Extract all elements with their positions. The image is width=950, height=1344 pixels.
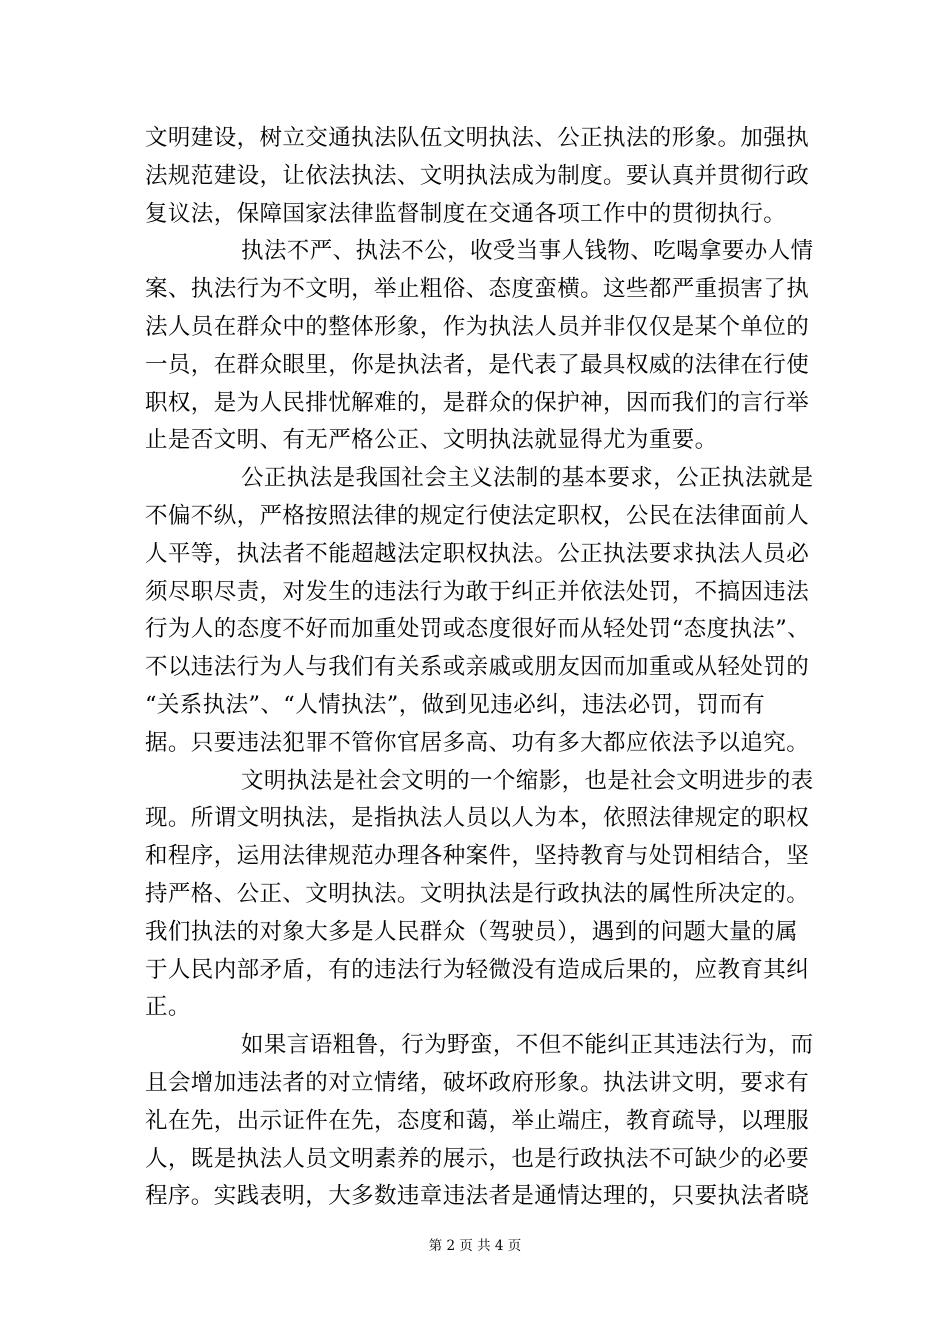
text-line: 且会增加违法者的对立情绪，破坏政府形象。执法讲文明，要求有 — [145, 1069, 810, 1096]
paragraph-start-line: 文明执法是社会文明的一个缩影，也是社会文明进步的表 — [241, 767, 814, 794]
text-line: 法规范建设，让依法执法、文明执法成为制度。要认真并贯彻行政 — [145, 162, 810, 189]
text-line: 持严格、公正、文明执法。文明执法是行政执法的属性所决定的。 — [145, 880, 810, 907]
paragraph-start-line: 执法不严、执法不公，收受当事人钱物、吃喝拿要办人情 — [241, 238, 814, 265]
text-line: 我们执法的对象大多是人民群众（驾驶员），遇到的问题大量的属 — [145, 918, 798, 945]
text-line: 人，既是执法人员文明素养的展示，也是行政执法不可缺少的必要 — [145, 1145, 810, 1172]
text-line: 程序。实践表明，大多数违章违法者是通情达理的，只要执法者晓 — [145, 1183, 810, 1210]
text-line: 礼在先，出示证件在先，态度和蔼，举止端庄，教育疏导，以理服 — [145, 1107, 810, 1134]
body-text — [145, 120, 813, 1216]
text-line: 法人员在群众中的整体形象，作为执法人员并非仅仅是某个单位的 — [145, 313, 810, 340]
text-line: 文明建设，树立交通执法队伍文明执法、公正执法的形象。加强执 — [145, 125, 810, 151]
text-line: 复议法，保障国家法律监督制度在交通各项工作中的贯彻执行。 — [145, 200, 787, 227]
text-line: 正。 — [145, 994, 191, 1021]
paragraph-start-line: 公正执法是我国社会主义法制的基本要求，公正执法就是 — [241, 465, 814, 492]
text-line: 于人民内部矛盾，有的违法行为轻微没有造成后果的，应教育其纠 — [145, 956, 810, 983]
text-line: 不以违法行为人与我们有关系或亲戚或朋友因而加重或从轻处罚的 — [145, 654, 810, 681]
text-line: 和程序，运用法律规范办理各种案件，坚持教育与处罚相结合，坚 — [145, 843, 810, 870]
text-line: 据。只要违法犯罪不管你官居多高、功有多大都应依法予以追究。 — [145, 729, 810, 756]
text-line: 不偏不纵，严格按照法律的规定行使法定职权，公民在法律面前人 — [145, 502, 810, 529]
text-line: 现。所谓文明执法，是指执法人员以人为本，依照法律规定的职权 — [145, 805, 810, 832]
text-line: 一员，在群众眼里，你是执法者，是代表了最具权威的法律在行使 — [145, 351, 810, 378]
text-line: “关系执法”、“人情执法”，做到见违必纠，违法必罚，罚而有 — [145, 691, 766, 718]
text-line: 人平等，执法者不能超越法定职权执法。公正执法要求执法人员必 — [145, 540, 810, 567]
text-line: 案、执法行为不文明，举止粗俗、态度蛮横。这些都严重损害了执 — [145, 276, 810, 303]
text-line: 须尽职尽责，对发生的违法行为敢于纠正并依法处罚，不搞因违法 — [145, 578, 810, 605]
paragraph-start-line: 如果言语粗鲁，行为野蛮，不但不能纠正其违法行为，而 — [241, 1032, 814, 1059]
text-line: 止是否文明、有无严格公正、文明执法就显得尤为重要。 — [145, 427, 718, 454]
page-number-footer: 第 2 页 共 4 页 — [428, 1238, 522, 1254]
text-line: 行为人的态度不好而加重处罚或态度很好而从轻处罚“态度执法”、 — [145, 616, 811, 643]
text-line: 职权，是为人民排忧解难的，是群众的保护神，因而我们的言行举 — [145, 389, 810, 416]
